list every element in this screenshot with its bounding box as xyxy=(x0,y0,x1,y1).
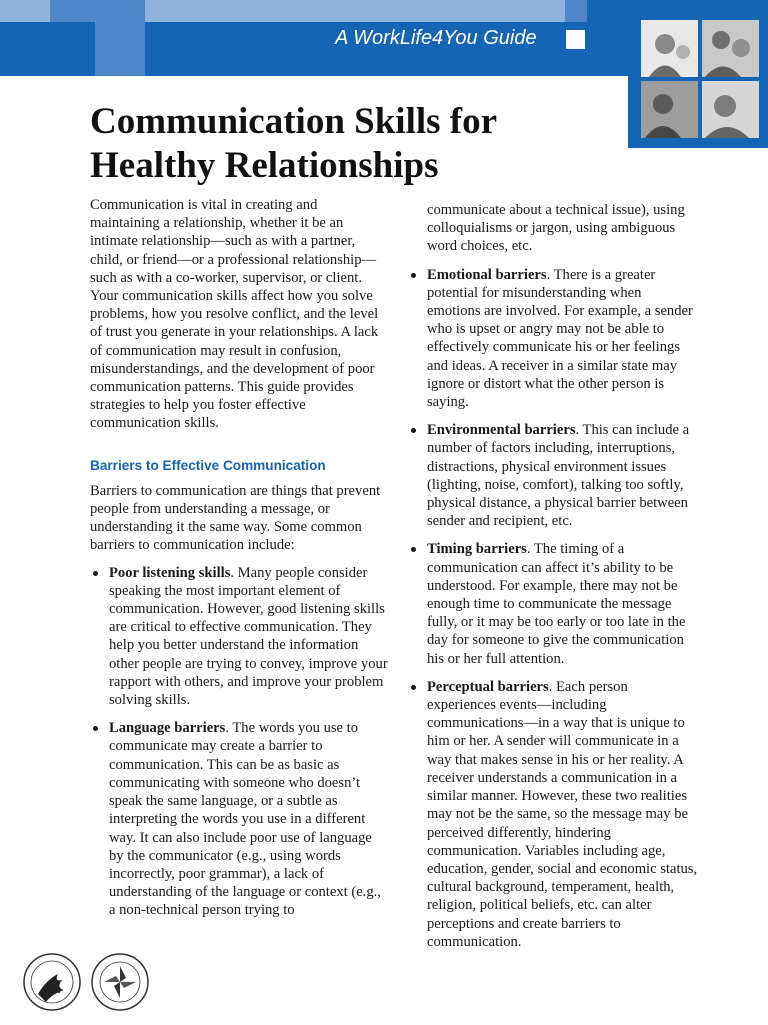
barrier-description: . The timing of a communication can affect it’s ability to be understood. For example, there may not be enough time to communicate the message fully, or it may be too early or too late in the day for someone to give the communication his or her full attention. xyxy=(427,541,686,667)
page-title-line-1: Communication Skills for xyxy=(90,101,498,142)
barrier-term: Language barriers xyxy=(109,720,226,737)
header-decor-square xyxy=(95,22,145,76)
barrier-term: Perceptual barriers xyxy=(427,678,549,695)
barrier-item-perceptual xyxy=(408,678,698,951)
barrier-description: communicate about a technical issue), using colloquialisms or jargon, using ambiguous word choices, etc. xyxy=(427,202,685,255)
barrier-term: Environmental barriers xyxy=(427,422,576,439)
niosh-seal-icon xyxy=(92,954,148,1010)
barrier-item-poor-listening xyxy=(90,564,390,710)
barrier-list-left xyxy=(90,564,390,920)
header-decor-square xyxy=(0,0,50,22)
hhs-eagle-seal-icon xyxy=(24,954,80,1010)
section-paragraph: Barriers to communication are things that prevent people from understanding a message, or understanding it the same way. Some common barriers to communication include: xyxy=(90,482,381,554)
barrier-description: . There is a greater potential for misunderstanding when emotions are involved. For example, a sender who is upset or angry may not be able to effectively communicate his or her feelings and ideas. A receiver in a similar state may ignore or distort what the other person is saying. xyxy=(427,266,693,411)
barrier-term: Emotional barriers xyxy=(427,266,547,283)
barrier-description: . Each person experiences events—including communications—in a way that is unique to him or her. A sender will communicate in a way that makes sense in his or her reality. A receiver understands a communication in a similar manner. However, these two realities may not be the same, so the message may be perceived differently, hindering communication. Variables including age, education, gender, social and economic status, cultural background, temperament, health, religion, political beliefs, etc. can alter perceptions and create barriers to communication. xyxy=(427,678,698,950)
footer-logos xyxy=(20,950,170,1020)
barrier-item-language xyxy=(90,719,390,919)
barrier-list-right xyxy=(408,201,698,951)
header-decor-square xyxy=(50,0,145,22)
intro-paragraph: Communication is vital in creating and maintaining a relationship, whether it be an intimate relationship—such as with a partner, child, or friend—or a professional relationship—such as with a co-worker, supervisor, or client. Your communication skills affect how you solve problems, how you resolve conflict, and the level of trust you generate in your relationships. A lack of communication may result in confusion, misunderstandings, and the development of poor communication patterns. This guide provides strategies to help you foster effective communication skills. xyxy=(90,197,379,432)
guide-label: A WorkLife4You Guide xyxy=(335,27,537,49)
barrier-item-language-continued xyxy=(408,201,698,256)
page-title xyxy=(90,100,610,188)
header-decor-square xyxy=(145,0,565,22)
barrier-description: . This can include a number of factors including, interruptions, distractions, physical environment issues (lighting, noise, comfort), talking too softly, physical distance, a physical barrier between sender and recipient, etc. xyxy=(427,422,690,530)
section-heading: Barriers to Effective Communication xyxy=(90,457,326,473)
family-photo-collage-icon xyxy=(641,20,759,138)
barrier-description: . The words you use to communicate may create a barrier to communication. This can be as basic as communicating with someone who doesn’t speak the same language, or a subtle as interpreting the words you use in a different way. It can also include poor use of language by the communicator (e.g., using words incorrectly, poor grammar), a lack of understanding of the language or context (e.g., a non-technical person trying to xyxy=(109,720,381,919)
barrier-item-environmental xyxy=(408,421,698,530)
page-title-line-2: Healthy Relationships xyxy=(90,145,439,186)
barrier-item-timing xyxy=(408,540,698,667)
header-decor-square xyxy=(566,30,585,49)
barrier-term: Timing barriers xyxy=(427,541,527,558)
barrier-term: Poor listening skills xyxy=(109,564,231,581)
barrier-description: . Many people consider speaking the most important element of communication. However, good listening skills are critical to effective communication. They help you better understand the information other people are trying to convey, improve your rapport with others, and improve your problem solving skills. xyxy=(109,564,388,709)
left-column xyxy=(90,196,390,930)
right-column xyxy=(408,201,698,961)
barrier-item-emotional xyxy=(408,266,698,412)
header-decor-square xyxy=(565,0,587,22)
